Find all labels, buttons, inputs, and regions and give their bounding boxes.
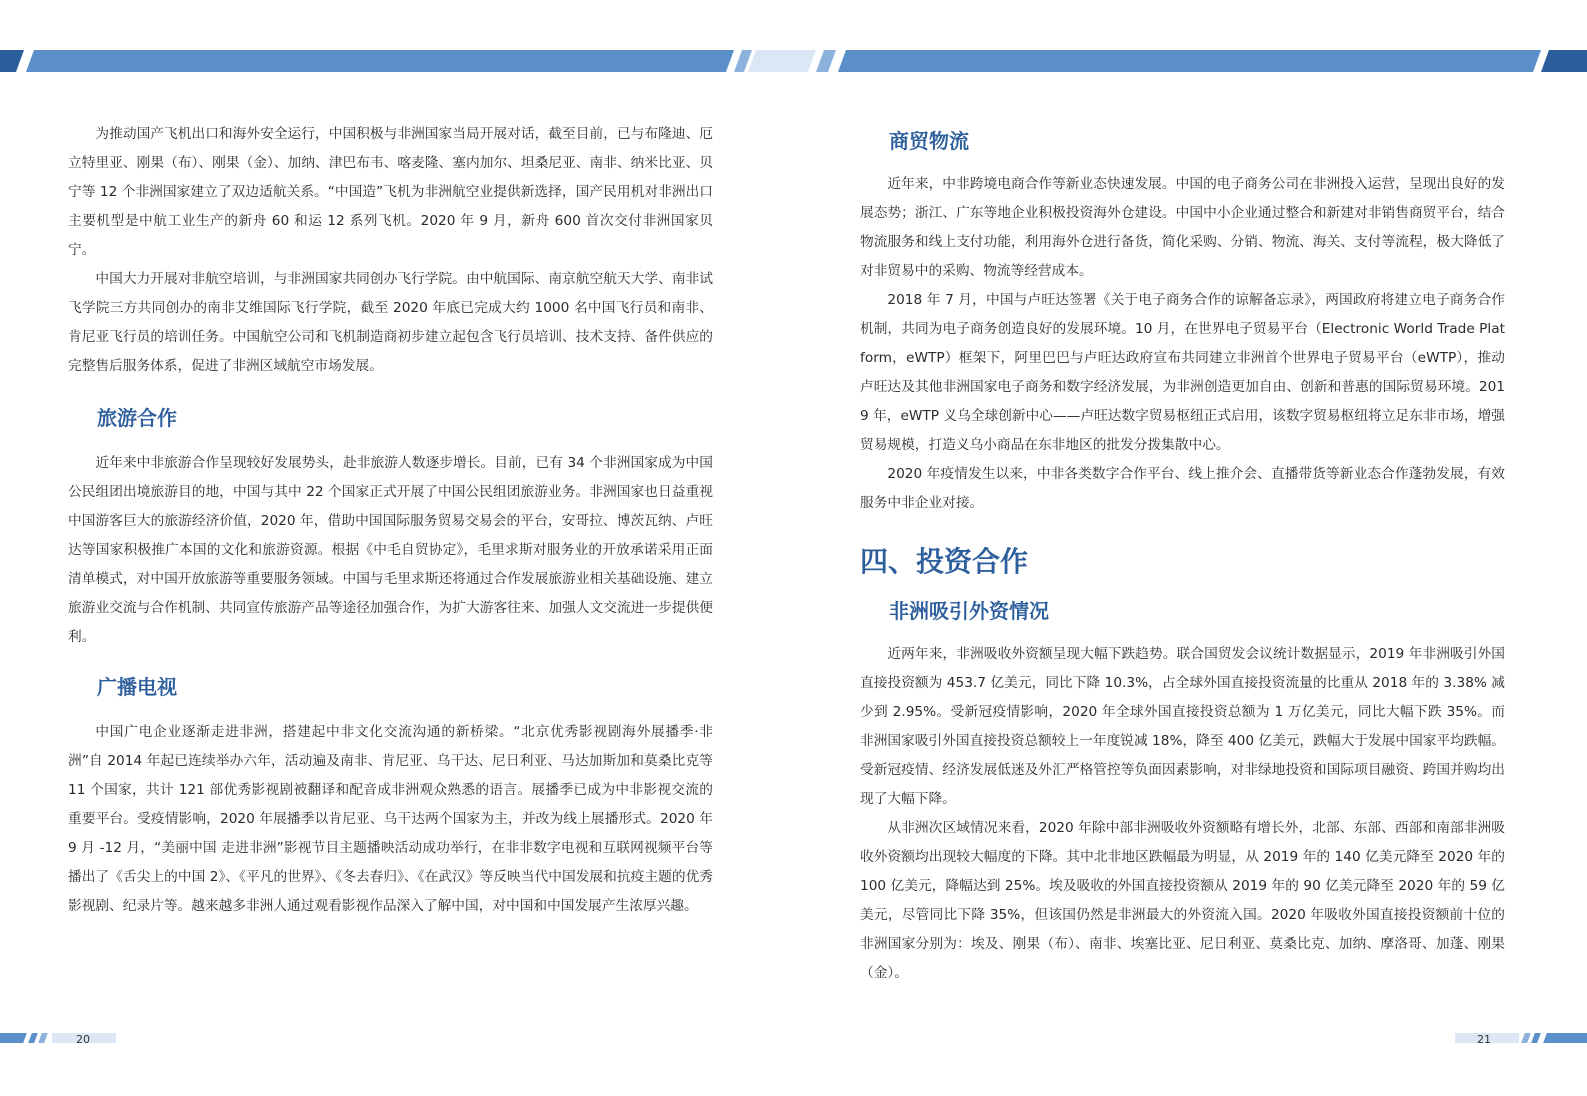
top-stripe-main-left: [26, 50, 734, 72]
heading-broadcast: 广播电视: [97, 675, 177, 699]
paragraph-fdi-1: 近两年来，非洲吸收外资额呈现大幅下跌趋势。联合国贸发会议统计数据显示，2019 年非洲吸引外国直接投资额为 453.7 亿美元，同比下降 10.3%，占全球外国直接投资流量的比重从 2018 年的 3.38% 减少到 2.95%。受新冠疫情影响，2020 年全球外国直接投资总额为 1 万亿美元，同比大幅下跌 35%。而非洲国家吸引外国直接投资总额较上一年度锐减 18%，降至 400 亿美元，跌幅大于发展中国家平均跌幅。受新冠疫情、经济发展低迷及外汇严格管控等负面因素影响，对非绿地投资和国际项目融资、跨国并购均出现了大幅下降。: [860, 646, 1505, 807]
page-number-left: 20: [76, 1033, 90, 1046]
paragraph-trade-1: 近年来，中非跨境电商合作等新业态快速发展。中国的电子商务公司在非洲投入运营，呈现出良好的发展态势；浙江、广东等地企业积极投资海外仓建设。中国中小企业通过整合和新建对非销售商贸平台，结合物流服务和线上支付功能，利用海外仓进行备货，简化采购、分销、物流、海关、支付等流程，极大降低了对非贸易中的采购、物流等经营成本。: [860, 176, 1505, 279]
heading-tourism: 旅游合作: [97, 406, 177, 430]
heading-fdi: 非洲吸引外资情况: [889, 599, 1049, 623]
paragraph-fdi-2: 从非洲次区域情况来看，2020 年除中部非洲吸收外资额略有增长外，北部、东部、西部和南部非洲吸收外资额均出现较大幅度的下降。其中北非地区跌幅最为明显，从 2019 年的 140 亿美元降至 2020 年的 100 亿美元，降幅达到 25%。埃及吸收的外国直接投资额从 2019 年的 90 亿美元降至 2020 年的 59 亿美元，尽管同比下降 35%，但该国仍然是非洲最大的外资流入国。2020 年吸收外国直接投资额前十位的非洲国家分别为：埃及、刚果（布）、南非、埃塞比亚、尼日利亚、莫桑比克、加纳、摩洛哥、加蓬、刚果（金）。: [860, 820, 1505, 981]
paragraph-trade-2: 2018 年 7 月，中国与卢旺达签署《关于电子商务合作的谅解备忘录》，两国政府将建立电子商务合作机制，共同为电子商务创造良好的发展环境。10 月，在世界电子贸易平台（Electronic World Trade Platform，eWTP）框架下，阿里巴巴与卢旺达政府宣布共同建立非洲首个世界电子贸易平台（eWTP），推动卢旺达及其他非洲国家电子商务和数字经济发展，为非洲创造更加自由、创新和普惠的国际贸易环境。2019 年，eWTP 义乌全球创新中心——卢旺达数字贸易枢纽正式启用，该数字贸易枢纽将立足东非市场，增强贸易规模，打造义乌小商品在东非地区的批发分拨集散中心。: [860, 292, 1505, 453]
page-number-right: 21: [1477, 1033, 1491, 1046]
left-page: [68, 120, 713, 921]
bottom-stripe-left-1: [0, 1033, 27, 1043]
paragraph-broadcast: 中国广电企业逐渐走进非洲，搭建起中非文化交流沟通的新桥梁。“北京优秀影视剧海外展播季·非洲”自 2014 年起已连续举办六年，活动遍及南非、肯尼亚、乌干达、尼日利亚、马达加斯加和莫桑比克等 11 个国家，共计 121 部优秀影视剧被翻译和配音成非洲观众熟悉的语言。展播季已成为中非影视交流的重要平台。受疫情影响，2020 年展播季以肯尼亚、乌干达两个国家为主，并改为线上展播形式。2020 年 9 月 -12 月，“美丽中国 走进非洲”影视节目主题播映活动成功举行，在非非数字电视和互联网视频平台等播出了《舌尖上的中国 2》、《平凡的世界》、《冬去春归》、《在武汉》等反映当代中国发展和抗疫主题的优秀影视剧、纪录片等。越来越多非洲人通过观看影视作品深入了解中国，对中国和中国发展产生浓厚兴趣。: [68, 724, 713, 914]
bottom-stripe-right-3: [1543, 1033, 1587, 1043]
top-stripe-dark: [0, 50, 24, 72]
heading-trade: 商贸物流: [889, 129, 969, 153]
bottom-stripe-left-3: [38, 1033, 48, 1043]
paragraph-aviation-2: 中国大力开展对非航空培训，与非洲国家共同创办飞行学院。由中航国际、南京航空航天大学、南非试飞学院三方共同创办的南非艾维国际飞行学院，截至 2020 年底已完成大约 1000 名中国飞行员和南非、肯尼亚飞行员的培训任务。中国航空公司和飞机制造商初步建立起包含飞行员培训、技术支持、备件供应的完整售后服务体系，促进了非洲区域航空市场发展。: [68, 271, 713, 374]
heading-investment: 四、投资合作: [860, 545, 1029, 578]
top-stripe-dark-right: [1541, 50, 1587, 72]
bottom-stripe-right-2: [1531, 1033, 1541, 1043]
right-page: [860, 118, 1505, 988]
paragraph-trade-3: 2020 年疫情发生以来，中非各类数字合作平台、线上推介会、直播带货等新业态合作蓬勃发展，有效服务中非企业对接。: [860, 466, 1505, 511]
top-stripe-main-right: [838, 50, 1541, 72]
paragraph-aviation-1: 为推动国产飞机出口和海外安全运行，中国积极与非洲国家当局开展对话，截至目前，已与布隆迪、厄立特里亚、刚果（布）、刚果（金）、加纳、津巴布韦、喀麦隆、塞内加尔、坦桑尼亚、南非、纳米比亚、贝宁等 12 个非洲国家建立了双边适航关系。“中国造”飞机为非洲航空业提供新选择，国产民用机对非洲出口主要机型是中航工业生产的新舟 60 和运 12 系列飞机。2020 年 9 月，新舟 600 首次交付非洲国家贝宁。: [68, 126, 713, 258]
top-stripe-mid-3: [816, 50, 836, 72]
bottom-stripe-right-1: [1521, 1033, 1531, 1043]
top-stripe-mid-2: [748, 50, 816, 72]
paragraph-tourism: 近年来中非旅游合作呈现较好发展势头，赴非旅游人数逐步增长。目前，已有 34 个非洲国家成为中国公民组团出境旅游目的地，中国与其中 22 个国家正式开展了中国公民组团旅游业务。非洲国家也日益重视中国游客巨大的旅游经济价值，2020 年，借助中国国际服务贸易交易会的平台，安哥拉、博茨瓦纳、卢旺达等国家积极推广本国的文化和旅游资源。根据《中毛自贸协定》，毛里求斯对服务业的开放承诺采用正面清单模式，对中国开放旅游等重要服务领域。中国与毛里求斯还将通过合作发展旅游业相关基础设施、建立旅游业交流与合作机制、共同宣传旅游产品等途径加强合作，为扩大游客往来、加强人文交流进一步提供便利。: [68, 455, 713, 645]
bottom-stripe-left-2: [28, 1033, 38, 1043]
